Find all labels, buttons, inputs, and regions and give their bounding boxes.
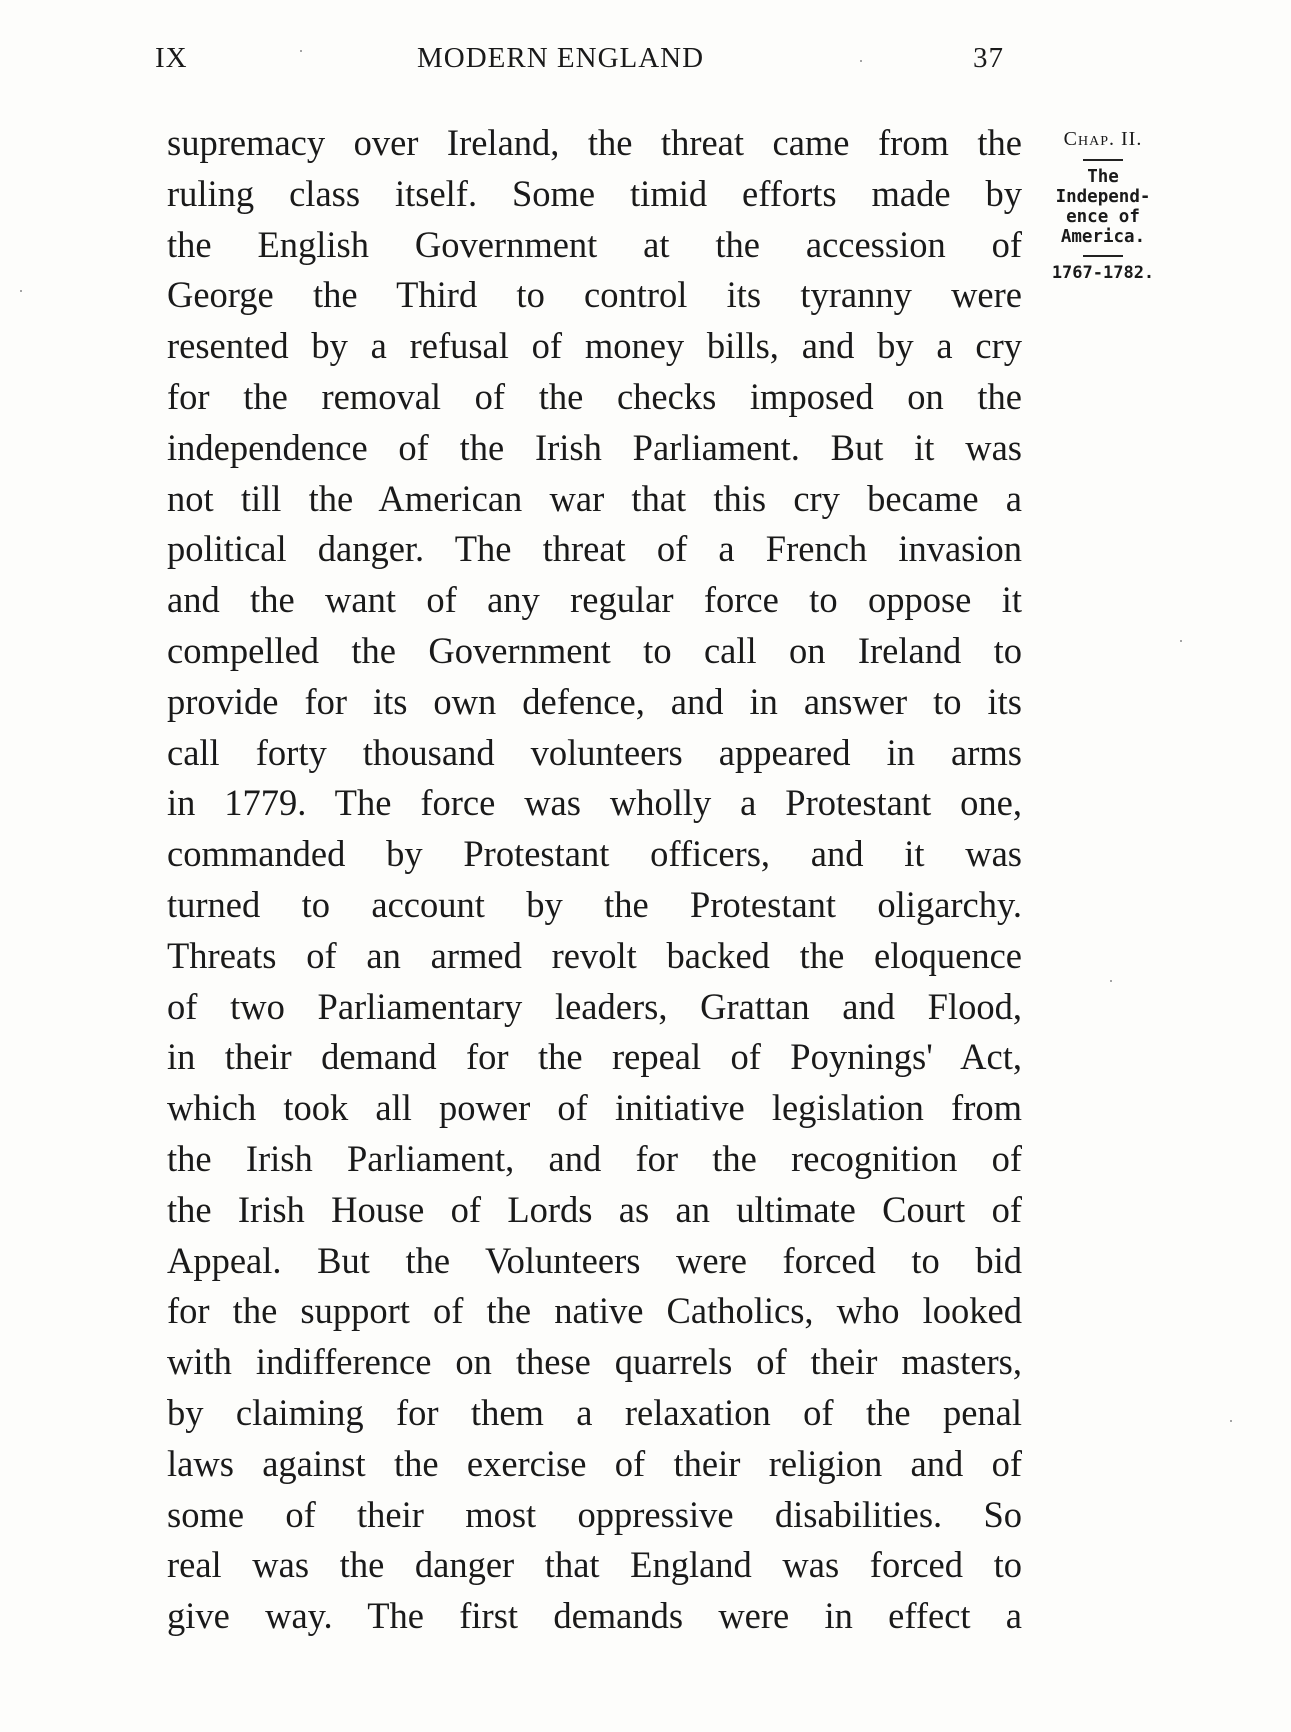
text-line: the English Government at the accession of	[167, 223, 1022, 265]
chapter-roman-numeral: IX	[155, 42, 188, 74]
text-line: Threats of an armed revolt backed the eloquence	[167, 934, 1022, 976]
text-line: laws against the exercise of their religion and of	[167, 1442, 1022, 1484]
page-number: 37	[973, 42, 1004, 74]
sidenote-topic-line: The	[1087, 167, 1119, 187]
text-line: compelled the Government to call on Ireland to	[167, 629, 1022, 671]
text-line: by claiming for them a relaxation of the penal	[167, 1391, 1022, 1433]
scan-speck	[300, 50, 302, 52]
text-line: not till the American war that this cry became a	[167, 477, 1022, 519]
scan-speck	[1230, 1420, 1232, 1422]
text-line: which took all power of initiative legislation from	[167, 1087, 1022, 1129]
text-line: ruling class itself. Some timid efforts made by	[167, 172, 1022, 214]
text-line: in 1779. The force was wholly a Protestant one,	[167, 782, 1022, 824]
text-line: the Irish Parliament, and for the recognition of	[167, 1137, 1022, 1179]
text-line: commanded by Protestant officers, and it was	[167, 833, 1022, 875]
sidenote-chapter: Chap. II.	[1063, 128, 1143, 150]
text-line: real was the danger that England was forced to	[167, 1544, 1022, 1586]
running-head	[155, 42, 1015, 82]
sidenote-topic-line: ence of	[1066, 207, 1140, 227]
sidenote-topic-line: America.	[1060, 227, 1146, 247]
scan-speck	[860, 60, 862, 62]
scan-speck	[1110, 980, 1112, 982]
text-line: of two Parliamentary leaders, Grattan and Flood,	[167, 985, 1022, 1027]
text-line: the Irish House of Lords as an ultimate Court of	[167, 1188, 1022, 1230]
scan-speck	[20, 290, 22, 292]
text-line: turned to account by the Protestant oligarchy.	[167, 883, 1022, 925]
text-line: for the support of the native Catholics, who looked	[167, 1290, 1022, 1332]
sidenote-divider	[1083, 159, 1123, 161]
text-line: resented by a refusal of money bills, and by a cry	[167, 325, 1022, 367]
text-line: some of their most oppressive disabilities. So	[167, 1493, 1022, 1535]
sidenote-divider	[1083, 255, 1123, 257]
text-line: George the Third to control its tyranny were	[167, 274, 1022, 316]
margin-sidenote	[1038, 128, 1168, 283]
text-line: with indifference on these quarrels of their masters,	[167, 1341, 1022, 1383]
text-line: independence of the Irish Parliament. But it was	[167, 426, 1022, 468]
body-text	[167, 118, 1022, 1642]
text-line: call forty thousand volunteers appeared in arms	[167, 731, 1022, 773]
book-title: MODERN ENGLAND	[417, 42, 705, 74]
text-line: political danger. The threat of a French invasion	[167, 528, 1022, 570]
text-line: Appeal. But the Volunteers were forced to bid	[167, 1239, 1022, 1281]
sidenote-date-range: 1767-1782.	[1051, 263, 1155, 283]
sidenote-topic-line: Independ-	[1055, 187, 1151, 207]
scan-speck	[1180, 640, 1182, 642]
text-line: in their demand for the repeal of Poynings' Act,	[167, 1036, 1022, 1078]
text-line: provide for its own defence, and in answer to its	[167, 680, 1022, 722]
text-line: supremacy over Ireland, the threat came from the	[167, 122, 1022, 163]
text-line: and the want of any regular force to oppose it	[167, 579, 1022, 621]
text-line: for the removal of the checks imposed on the	[167, 375, 1022, 417]
text-line: give way. The first demands were in effect a	[167, 1595, 1022, 1637]
